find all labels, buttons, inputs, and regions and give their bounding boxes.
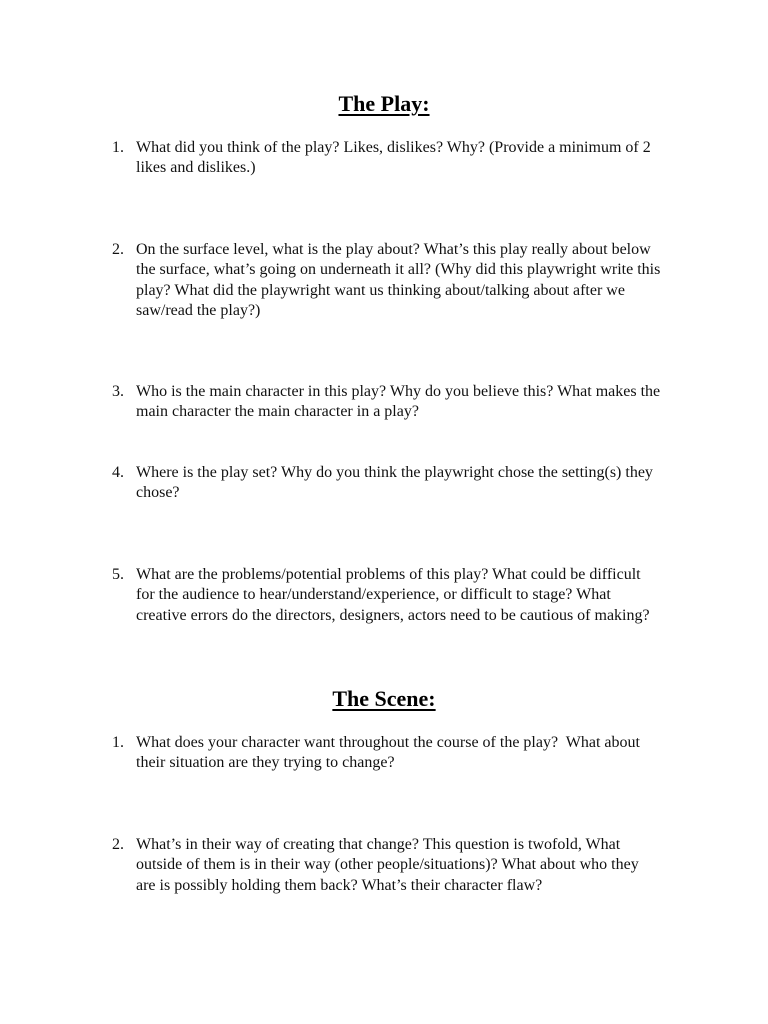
text-line: saw/read the play?): [136, 301, 261, 319]
question-text: [136, 240, 752, 321]
question-text: [136, 733, 752, 774]
text-line: likes and dislikes.): [136, 159, 256, 177]
question-text: [136, 463, 752, 504]
list-number: 2.: [112, 241, 124, 258]
play-question-5: [112, 565, 752, 626]
text-line: What’s in their way of creating that change? This question is twofold, What: [136, 836, 621, 853]
play-question-2: [112, 240, 752, 321]
section-title-play: The Play:: [338, 91, 430, 116]
list-number: 1.: [112, 734, 124, 751]
text-line: their situation are they trying to change?: [136, 754, 395, 772]
play-question-3: [112, 382, 752, 423]
list-number: 3.: [112, 383, 124, 400]
text-line: creative errors do the directors, designers, actors need to be cautious of making?: [136, 606, 650, 624]
question-text: [136, 565, 752, 626]
text-line: play? What did the playwright want us thinking about/talking about after we: [136, 281, 625, 299]
text-line: Where is the play set? Why do you think the playwright chose the setting(s) they: [136, 464, 653, 481]
question-text: [136, 382, 752, 423]
text-line: are is possibly holding them back? What’s their character flaw?: [136, 876, 543, 894]
text-line: What are the problems/potential problems of this play? What could be difficult: [136, 566, 641, 583]
list-number: 4.: [112, 464, 124, 481]
text-line: outside of them is in their way (other people/situations)? What about who they: [136, 856, 639, 874]
scene-question-2: [112, 835, 752, 896]
text-line: for the audience to hear/understand/experience, or difficult to stage? What: [136, 586, 611, 604]
text-line: Who is the main character in this play? Why do you believe this? What makes the: [136, 383, 661, 400]
play-question-4: [112, 463, 752, 504]
question-text: [136, 138, 752, 179]
section-title-scene: The Scene:: [332, 686, 436, 711]
text-line: chose?: [136, 484, 180, 502]
text-line: main character the main character in a play?: [136, 403, 419, 421]
scene-question-1: [112, 733, 752, 774]
text-line: What did you think of the play? Likes, dislikes? Why? (Provide a minimum of 2: [136, 139, 651, 156]
text-line: On the surface level, what is the play about? What’s this play really about below: [136, 241, 651, 258]
list-number: 5.: [112, 566, 124, 583]
list-number: 1.: [112, 139, 124, 156]
play-question-1: [112, 138, 752, 179]
text-line: What does your character want throughout the course of the play? What about: [136, 734, 640, 751]
question-text: [136, 835, 752, 896]
text-line: the surface, what’s going on underneath it all? (Why did this playwright write this: [136, 261, 661, 279]
list-number: 2.: [112, 836, 124, 853]
